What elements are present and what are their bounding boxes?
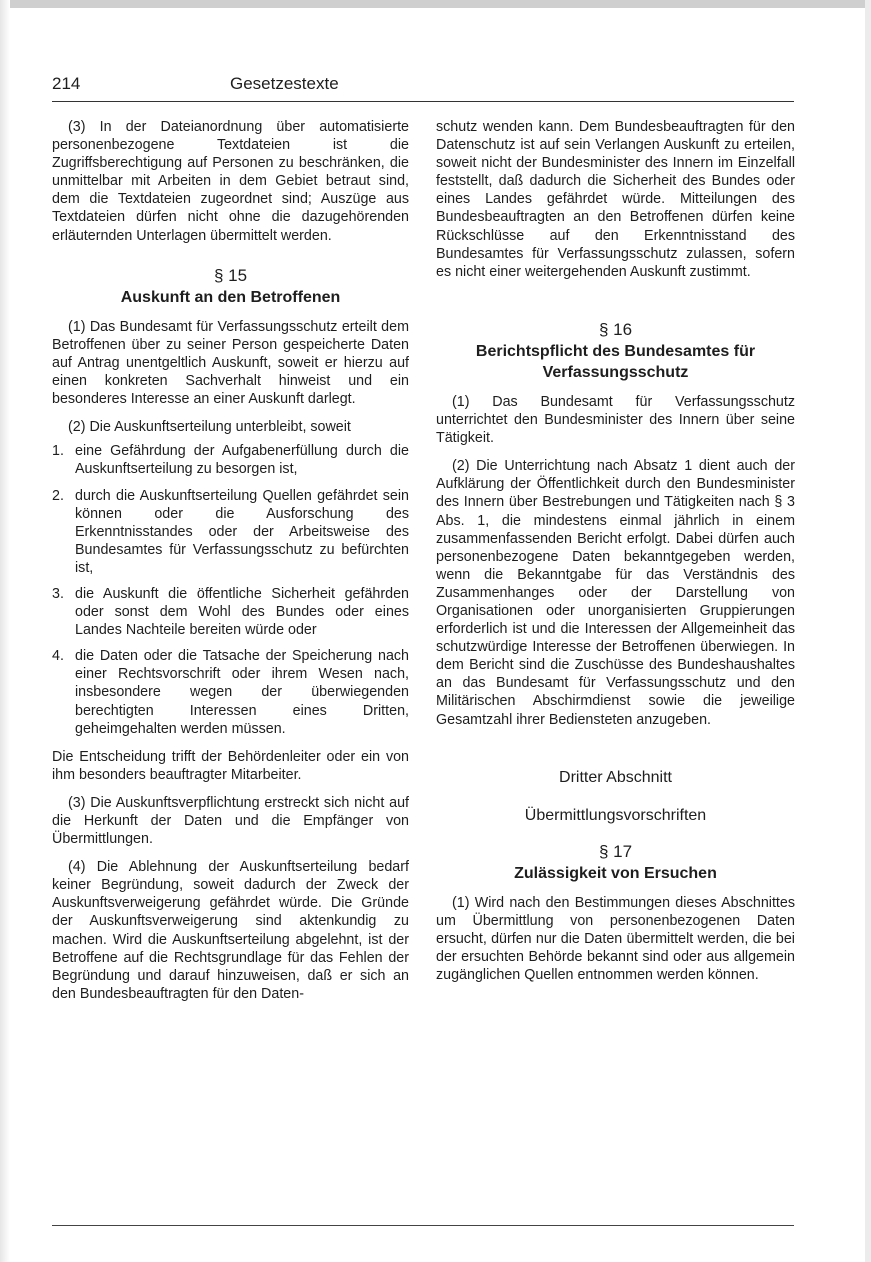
footer-rule bbox=[52, 1225, 794, 1226]
s17-paragraph-1: (1) Wird nach den Bestimmungen dieses Abschnittes um Übermittlung von personenbezogenen Daten ersucht, dürfen nur die Daten übermittelt werden, die bei der ersuchten Behörde bekannt sind oder aus allgemein zugänglichen Quellen entnommen werden können. bbox=[436, 894, 795, 984]
running-title: Gesetzestexte bbox=[230, 74, 339, 93]
header-rule bbox=[52, 101, 794, 102]
right-column bbox=[436, 118, 795, 994]
continuation-paragraph: schutz wenden kann. Dem Bundesbeauftragten für den Datenschutz ist auf sein Verlangen Auskunft zu erteilen, soweit nicht der Bundesminister des Innern im Einzelfall feststellt, daß dadurch die Sicherheit des Bundes oder eines Landes gefährdet würde. Mitteilungen des Bundesbeauftragten an den Betroffenen dürfen keine Rückschlüsse auf den Erkenntnisstand des Bundesamtes für Verfassungsschutz zulassen, sofern es nicht einer weitergehenden Auskunft zustimmt. bbox=[436, 119, 795, 280]
s15-paragraph-2: (2) Die Auskunftserteilung unterbleibt, soweit bbox=[68, 419, 351, 436]
s16-paragraph-1: (1) Das Bundesamt für Verfassungsschutz unterrichtet den Bundesminister des Innern über seine Tätigkeit. bbox=[436, 393, 795, 447]
list-item bbox=[52, 487, 409, 577]
s15-paragraph-1: (1) Das Bundesamt für Verfassungsschutz erteilt dem Betroffenen über zu seiner Person gespeicherte Daten auf Antrag unentgeltlich Auskunft, soweit er hierzu auf einen konkreten Sachverhalt hinweist und ein besonderes Interesse an einer Auskunft darlegt. bbox=[52, 318, 409, 408]
s15-exception-list bbox=[52, 442, 409, 737]
list-item-number: 4. bbox=[52, 648, 64, 665]
section-16-title: Berichtspflicht des Bundesamtes für Verfassungsschutz bbox=[475, 342, 756, 381]
list-item-text: die Daten oder die Tatsache der Speicherung nach einer Rechtsvorschrift oder ihrem Wesen nach, insbesondere wegen der überwiegenden berechtigten Interessen eines Dritten, geheimgehalten werden müssen. bbox=[75, 648, 409, 737]
section-16-number: § 16 bbox=[598, 319, 633, 339]
s15-decision-paragraph: Die Entscheidung trifft der Behördenleiter oder ein von ihm besonders beauftragter Mitarbeiter. bbox=[52, 748, 409, 783]
scan-shadow-left bbox=[0, 0, 10, 1262]
page-header bbox=[52, 68, 794, 98]
list-item bbox=[52, 647, 409, 737]
intro-paragraph: (3) In der Dateianordnung über automatisierte personenbezogene Textdateien ist die Zugriffsberechtigung auf Personen zu beschränken, die unmittelbar mit Arbeiten in dem Gebiet betraut sind, dem die Textdateien zugeordnet sind; Auszüge aus Textdateien dürfen nicht ohne die dazugehörenden erläuternden Unterlagen übermittelt werden. bbox=[52, 119, 409, 244]
list-item-number: 3. bbox=[52, 585, 64, 602]
list-item-text: die Auskunft die öffentliche Sicherheit gefährden oder sonst dem Wohl des Bundes oder eines Landes Nachteile bereiten würde oder bbox=[75, 585, 409, 639]
s16-paragraph-2: (2) Die Unterrichtung nach Absatz 1 dient auch der Aufklärung der Öffentlichkeit durch den Bundesminister des Innern über Bestrebungen und Tätigkeiten nach § 3 Abs. 1, die mindestens einmal jährlich in einem zusammenfassenden Bericht erfolgt. Dabei dürfen auch personenbezogene Daten bekanntgegeben werden, wenn die Bekanntgabe für das Verständnis des Zusammenhanges oder der Darstellung von Organisationen oder unorganisierten Gruppierungen erforderlich ist und die Interessen der Allgemeinheit das schutzwürdige Interesse der Betroffenen überwiegen. In dem Bericht sind die Zuschüsse des Bundeshaushaltes an das Bundesamt für Verfassungsschutz und den Militärischen Abschirmdienst sowie die jeweilige Gesamtzahl ihrer Bediensteten anzugeben. bbox=[436, 458, 795, 728]
list-item bbox=[52, 585, 409, 639]
chapter-label: Dritter Abschnitt bbox=[559, 768, 672, 786]
chapter-title: Übermittlungsvorschriften bbox=[524, 806, 707, 824]
section-17-title: Zulässigkeit von Ersuchen bbox=[514, 864, 717, 882]
page-number: 214 bbox=[52, 74, 81, 93]
left-column bbox=[52, 118, 409, 1013]
s15-paragraph-4: (4) Die Ablehnung der Auskunftserteilung bedarf keiner Begründung, soweit dadurch der Zweck der Auskunftsverweigerung gefährdet würde. Die Gründe der Auskunftsverweigerung sind aktenkundig zu machen. Wird die Auskunftserteilung abgelehnt, ist der Betroffene auf die Rechtsgrundlage für das Fehlen der Begründung und darauf hinzuweisen, daß er sich an den Bundesbeauftragten für den Daten- bbox=[52, 859, 409, 1002]
list-item-text: eine Gefährdung der Aufgabenerfüllung durch die Auskunftserteilung zu besorgen ist, bbox=[75, 443, 409, 478]
list-item-number: 2. bbox=[52, 487, 64, 504]
scan-border-right bbox=[865, 0, 871, 1262]
list-item bbox=[52, 442, 409, 478]
section-15-number: § 15 bbox=[213, 265, 248, 285]
s15-paragraph-3: (3) Die Auskunftsverpflichtung erstreckt sich nicht auf die Herkunft der Daten und die Empfänger von Übermittlungen. bbox=[52, 794, 409, 848]
list-item-text: durch die Auskunftserteilung Quellen gefährdet sein können oder die Ausforschung des Erkenntnisstandes oder der Arbeitsweise des Bundesamtes für Verfassungsschutz zu befürchten ist, bbox=[75, 487, 409, 576]
section-15-title: Auskunft an den Betroffenen bbox=[120, 288, 341, 306]
list-item-number: 1. bbox=[52, 443, 64, 460]
section-17-number: § 17 bbox=[598, 841, 633, 861]
scan-border-top bbox=[0, 0, 871, 8]
